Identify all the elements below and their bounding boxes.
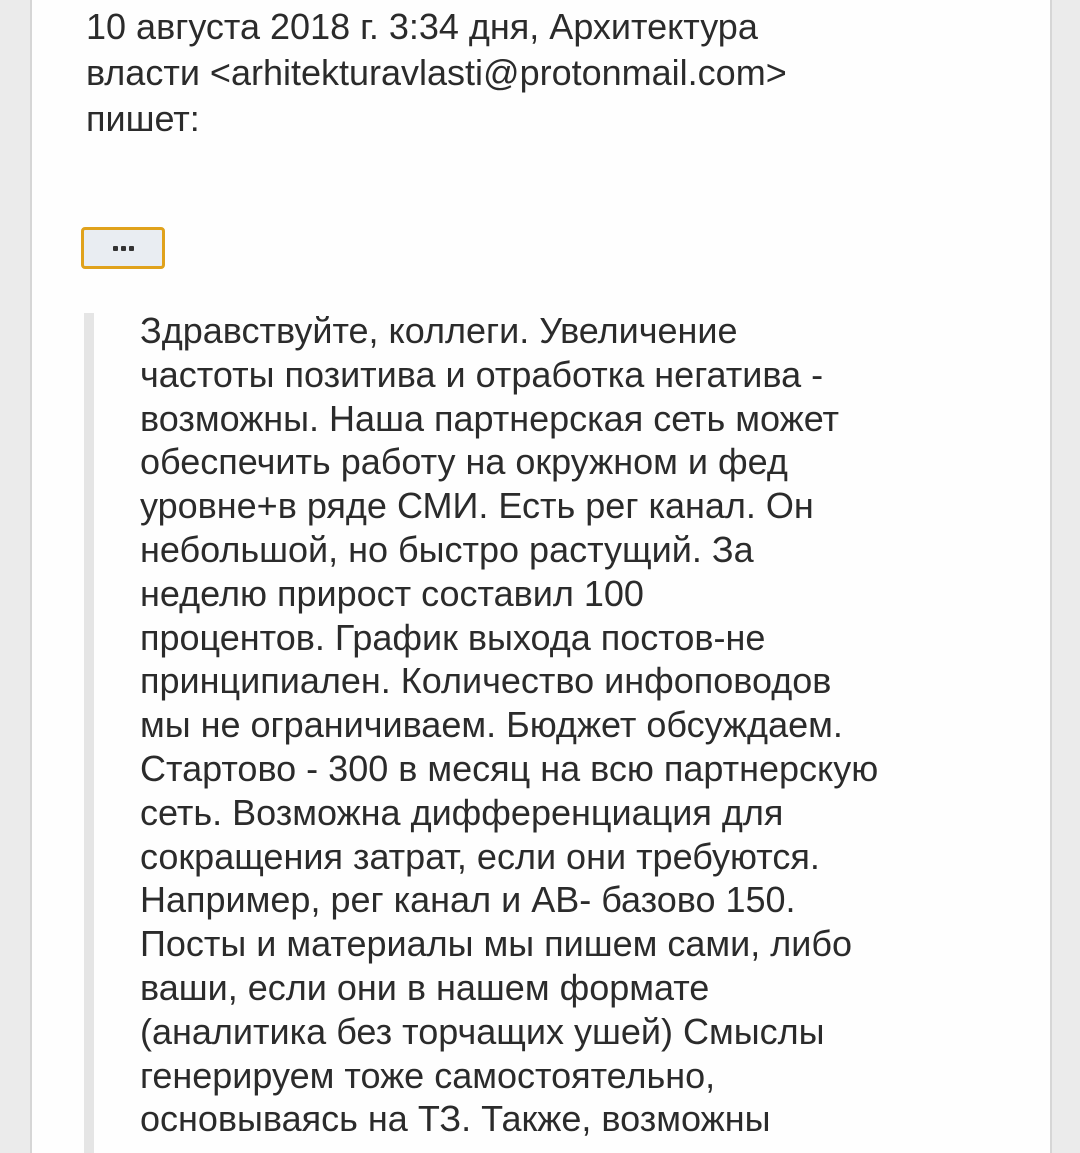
quote-line: сокращения затрат, если они требуются. <box>140 835 820 877</box>
quote-line: Посты и материалы мы пишем сами, либо <box>140 923 853 965</box>
show-quoted-text-button[interactable] <box>81 227 165 269</box>
quote-line: процентов. График выхода постов-не <box>140 616 766 658</box>
quote-line: мы не ограничиваем. Бюджет обсуждаем. <box>140 704 843 746</box>
quote-line: (аналитика без торчащих ушей) Смыслы <box>140 1010 825 1052</box>
quote-line: Стартово - 300 в месяц на всю партнерскую <box>140 747 879 789</box>
quote-bar <box>84 313 94 1153</box>
quote-attribution <box>86 4 946 142</box>
quote-line: небольшой, но быстро растущий. За <box>140 528 754 570</box>
quote-line: возможны. Наша партнерская сеть может <box>140 397 840 439</box>
attribution-line: власти <arhitekturavlasti@protonmail.com> <box>86 52 787 93</box>
quote-line: ваши, если они в нашем формате <box>140 966 710 1008</box>
quote-line: уровне+в ряде СМИ. Есть рег канал. Он <box>140 485 814 527</box>
quote-line: генерируем тоже самостоятельно, <box>140 1054 716 1096</box>
ellipsis-icon <box>113 246 134 251</box>
quote-line: Здравствуйте, коллеги. Увеличение <box>140 310 738 351</box>
attribution-line: пишет: <box>86 98 200 139</box>
quote-line: обеспечить работу на окружном и фед <box>140 441 788 483</box>
quoted-message-body <box>140 309 990 1141</box>
quote-line: неделю прирост составил 100 <box>140 572 644 614</box>
quote-line: принципиален. Количество инфоповодов <box>140 660 832 702</box>
attribution-line: 10 августа 2018 г. 3:34 дня, Архитектура <box>86 6 758 47</box>
quote-line: Например, рег канал и АВ- базово 150. <box>140 879 796 921</box>
quote-line: основываясь на ТЗ. Также, возможны <box>140 1098 771 1140</box>
quote-line: сеть. Возможна дифференциация для <box>140 791 784 833</box>
quote-line: частоты позитива и отработка негатива - <box>140 353 824 395</box>
